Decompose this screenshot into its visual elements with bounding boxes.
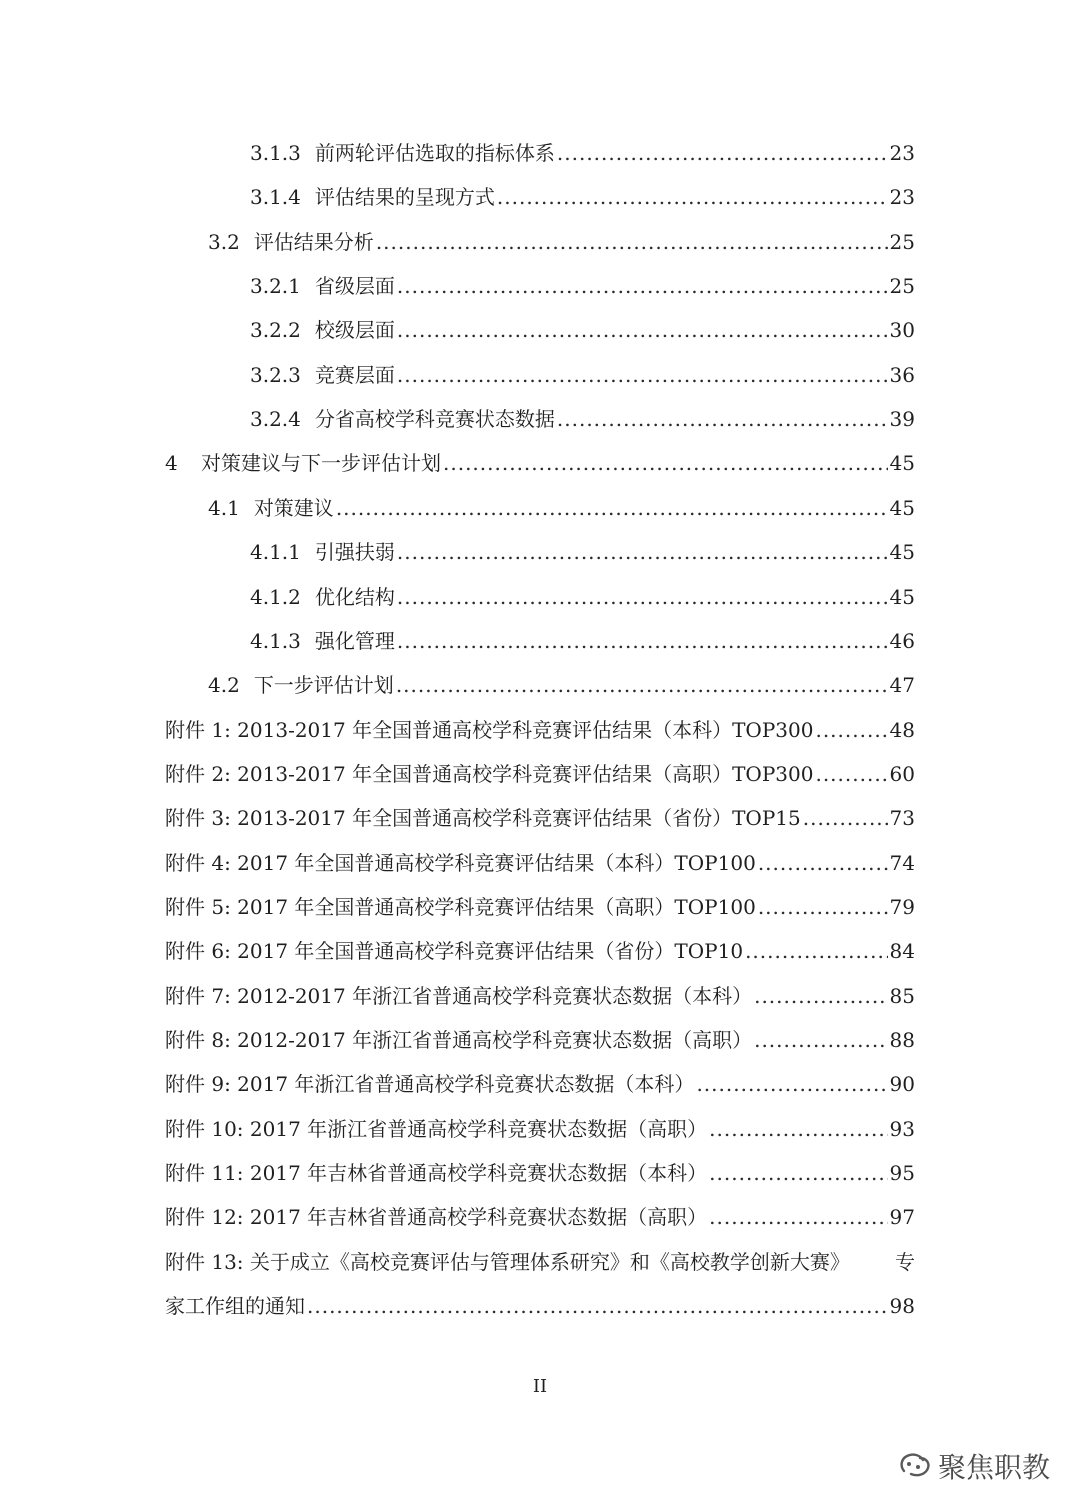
toc-dot-leader — [709, 1151, 887, 1195]
toc-entry-title: 评估结果分析 — [253, 229, 374, 254]
toc-entry-number: 3.2.3 — [250, 362, 301, 387]
toc-entry-title: 竞赛层面 — [314, 362, 395, 387]
toc-entry-page: 88 — [889, 1028, 915, 1052]
toc-entry[interactable] — [250, 530, 915, 574]
toc-entry-title: 强化管理 — [314, 628, 395, 653]
toc-entry[interactable] — [250, 175, 915, 219]
toc-dot-leader — [376, 220, 888, 264]
toc-dot-leader — [815, 752, 887, 796]
toc-entry-page: 93 — [889, 1116, 915, 1141]
toc-entry-title: 附件 6: 2017 年全国普通高校学科竞赛评估结果（省份）TOP10 — [165, 939, 744, 964]
toc-dot-leader — [397, 530, 888, 574]
toc-entry[interactable] — [208, 663, 915, 707]
toc-entry[interactable] — [250, 264, 915, 308]
toc-dot-leader — [336, 486, 888, 530]
toc-appendix-entry[interactable] — [165, 1062, 915, 1106]
toc-appendix-entry[interactable] — [165, 1151, 915, 1195]
toc-appendix-entry[interactable] — [165, 885, 915, 929]
toc-entry-page: 98 — [889, 1293, 915, 1318]
toc-entry-number: 4.1 — [208, 495, 240, 520]
toc-dot-leader — [396, 663, 888, 707]
toc-appendix-entry[interactable] — [165, 1240, 915, 1328]
toc-entry[interactable] — [250, 619, 915, 663]
toc-entry-page: 45 — [889, 451, 915, 476]
toc-dot-leader — [754, 974, 887, 1018]
toc-entry[interactable] — [250, 575, 915, 619]
toc-appendix-entry[interactable] — [165, 1195, 915, 1239]
toc-entry[interactable] — [165, 441, 915, 485]
toc-entry-title-line2: 家工作组的通知 — [165, 1293, 305, 1318]
toc-entry-title: 对策建议 — [253, 495, 334, 520]
toc-entry-title: 校级层面 — [314, 318, 395, 343]
toc-entry-page: 47 — [889, 673, 915, 698]
toc-entry-title: 引强扶弱 — [314, 540, 395, 565]
toc-entry-page: 85 — [889, 983, 915, 1008]
toc-appendix-entry[interactable] — [165, 929, 915, 973]
toc-entry-title: 对策建议与下一步评估计划 — [201, 451, 441, 476]
toc-entry-page: 90 — [889, 1072, 915, 1097]
toc-entry-number: 4 — [165, 451, 178, 476]
toc-dot-leader — [696, 1062, 887, 1106]
toc-entry-title: 评估结果的呈现方式 — [314, 185, 495, 210]
toc-dot-leader — [557, 397, 888, 441]
toc-entry-page: 79 — [889, 894, 915, 919]
toc-entry-title: 附件 4: 2017 年全国普通高校学科竞赛评估结果（本科）TOP100 — [165, 850, 756, 875]
toc-entry-number: 4.1.1 — [250, 540, 301, 565]
toc-entry-number: 3.1.4 — [250, 185, 301, 210]
toc-entry-page: 97 — [889, 1205, 915, 1230]
toc-dot-leader — [397, 619, 888, 663]
toc-entry-number: 4.1.3 — [250, 628, 301, 653]
toc-entry-page: 45 — [889, 584, 915, 609]
toc-appendix-entry[interactable] — [165, 1107, 915, 1151]
toc-entry[interactable] — [250, 397, 915, 441]
toc-entry-title: 附件 8: 2012-2017 年浙江省普通高校学科竞赛状态数据（高职） — [165, 1028, 753, 1052]
toc-dot-leader — [709, 1195, 887, 1239]
toc-entry[interactable] — [208, 220, 915, 264]
toc-entry-number: 4.2 — [208, 673, 240, 698]
toc-entry-number: 3.1.3 — [250, 141, 301, 165]
toc-entry-page: 39 — [889, 407, 915, 432]
toc-entry-page: 74 — [889, 850, 915, 875]
toc-entry-page: 60 — [889, 761, 915, 786]
toc-entry-title: 附件 10: 2017 年浙江省普通高校学科竞赛状态数据（高职） — [165, 1116, 708, 1141]
toc-entry-page: 45 — [889, 540, 915, 565]
toc-dot-leader — [758, 841, 888, 885]
toc-entry-title: 附件 13: 关于成立《高校竞赛评估与管理体系研究》和《高校教学创新大赛》 — [165, 1249, 850, 1274]
toc-appendix-entry[interactable] — [165, 796, 915, 840]
toc-entry-title: 附件 7: 2012-2017 年浙江省普通高校学科竞赛状态数据（本科） — [165, 983, 753, 1008]
toc-entry-title: 附件 12: 2017 年吉林省普通高校学科竞赛状态数据（高职） — [165, 1205, 708, 1230]
toc-appendix-entry[interactable] — [165, 974, 915, 1018]
toc-entry[interactable] — [250, 131, 915, 175]
toc-entry-title-continued: 专 — [895, 1249, 915, 1274]
toc-entry-number: 3.2.2 — [250, 318, 301, 343]
page-number: II — [532, 1376, 548, 1397]
toc-dot-leader — [443, 441, 888, 485]
toc-dot-leader — [307, 1284, 888, 1328]
toc-entry-page: 25 — [889, 229, 915, 254]
toc-entry-page: 48 — [889, 717, 915, 742]
toc-dot-leader — [754, 1018, 887, 1062]
toc-entry-page: 30 — [889, 318, 915, 343]
toc-dot-leader — [397, 353, 888, 397]
toc-dot-leader — [745, 929, 887, 973]
toc-entry-page: 73 — [889, 806, 915, 831]
toc-entry-title: 优化结构 — [314, 584, 395, 609]
watermark-text: 聚焦职教 — [937, 1451, 1050, 1484]
toc-dot-leader — [557, 131, 888, 175]
toc-entry-page: 36 — [889, 362, 915, 387]
toc-entry-number: 4.1.2 — [250, 584, 301, 609]
toc-entry-number: 3.2.1 — [250, 274, 301, 299]
toc-entry[interactable] — [208, 486, 915, 530]
toc-dot-leader — [397, 264, 888, 308]
toc-entry-title: 下一步评估计划 — [253, 673, 394, 698]
toc-entry-title: 附件 11: 2017 年吉林省普通高校学科竞赛状态数据（本科） — [165, 1161, 708, 1186]
toc-dot-leader — [758, 885, 888, 929]
toc-entry-title: 附件 9: 2017 年浙江省普通高校学科竞赛状态数据（本科） — [165, 1072, 695, 1097]
toc-entry-page: 84 — [889, 939, 915, 964]
toc-entry-page: 23 — [889, 185, 915, 210]
toc-dot-leader — [803, 796, 888, 840]
toc-entry-number: 3.2 — [208, 229, 240, 254]
toc-appendix-entry[interactable] — [165, 1018, 915, 1062]
wechat-official-account-icon — [898, 1451, 932, 1481]
toc-entry[interactable] — [250, 308, 915, 352]
toc-entry-page: 45 — [889, 495, 915, 520]
toc-dot-leader — [397, 308, 888, 352]
toc-entry-number: 3.2.4 — [250, 407, 301, 432]
toc-dot-leader — [815, 708, 887, 752]
watermark — [898, 1446, 1050, 1486]
toc-entry-title: 附件 5: 2017 年全国普通高校学科竞赛评估结果（高职）TOP100 — [165, 894, 756, 919]
toc-entry-title: 前两轮评估选取的指标体系 — [314, 141, 555, 165]
toc-appendix-entry[interactable] — [165, 841, 915, 885]
toc-entry-title: 分省高校学科竞赛状态数据 — [314, 407, 555, 432]
toc-entry[interactable] — [250, 353, 915, 397]
toc-dot-leader — [709, 1107, 887, 1151]
toc-entry-page: 46 — [889, 628, 915, 653]
toc-dot-leader — [497, 175, 888, 219]
toc-entry-title: 省级层面 — [314, 274, 395, 299]
toc-entry-page: 25 — [889, 274, 915, 299]
toc-entry-page: 95 — [889, 1161, 915, 1186]
toc-dot-leader — [397, 575, 888, 619]
toc-appendix-entry[interactable] — [165, 708, 915, 752]
toc-entry-page: 23 — [889, 141, 915, 165]
toc-appendix-entry[interactable] — [165, 752, 915, 796]
toc-entry-title: 附件 1: 2013-2017 年全国普通高校学科竞赛评估结果（本科）TOP300 — [165, 717, 814, 742]
toc-entry-title: 附件 2: 2013-2017 年全国普通高校学科竞赛评估结果（高职）TOP300 — [165, 761, 814, 786]
toc-entry-title: 附件 3: 2013-2017 年全国普通高校学科竞赛评估结果（省份）TOP15 — [165, 806, 801, 831]
